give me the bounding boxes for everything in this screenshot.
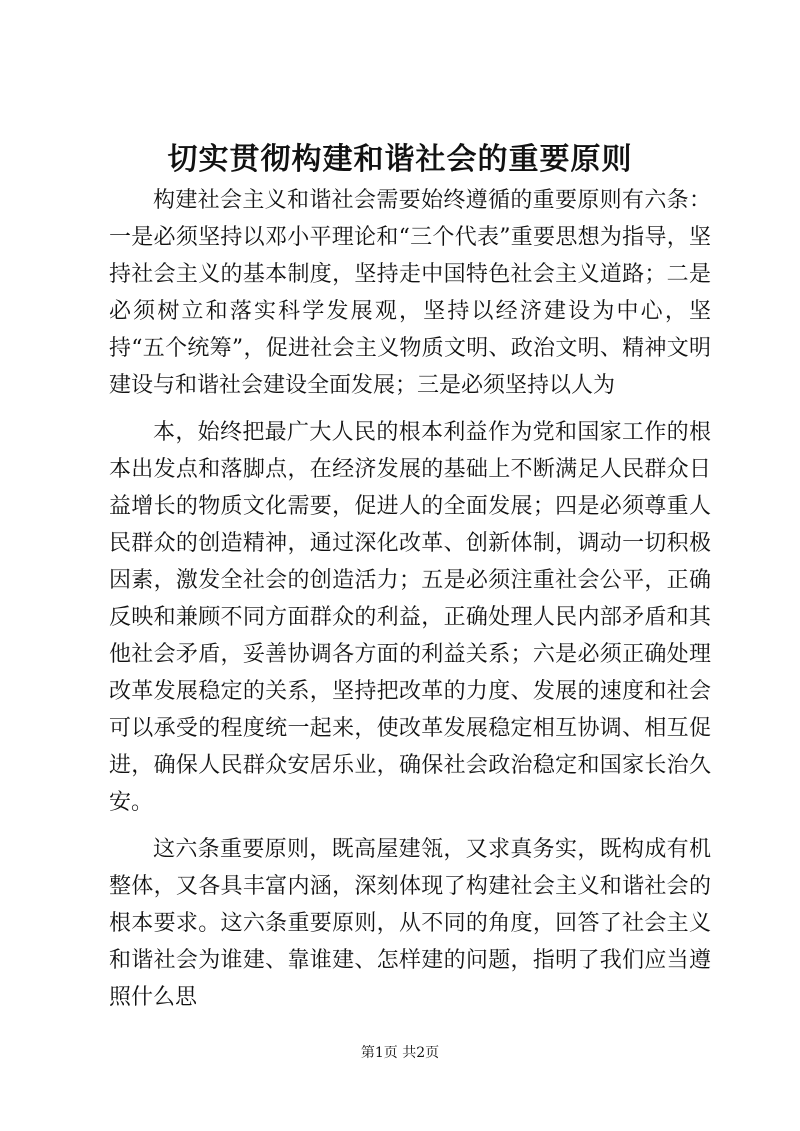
document-body bbox=[109, 182, 711, 1016]
paragraph-2: 本，始终把最广大人民的根本利益作为党和国家工作的根本出发点和落脚点，在经济发展的基础上不断满足人民群众日益增长的物质文化需要，促进人的全面发展；四是必须尊重人民群众的创造精神，通过深化改革、创新体制，调动一切积极因素，激发全社会的创造活力；五是必须注重社会公平，正确反映和兼顾不同方面群众的利益，正确处理人民内部矛盾和其他社会矛盾，妥善协调各方面的利益关系；六是必须正确处理改革发展稳定的关系，坚持把改革的力度、发展的速度和社会可以承受的程度统一起来，使改革发展稳定相互协调、相互促进，确保人民群众安居乐业，确保社会政治稳定和国家长治久安。 bbox=[109, 420, 711, 815]
paragraph-1: 构建社会主义和谐社会需要始终遵循的重要原则有六条：一是必须坚持以邓小平理论和“三个代表”重要思想为指导，坚持社会主义的基本制度，坚持走中国特色社会主义道路；二是必须树立和落实科学发展观，坚持以经济建设为中心，坚持“五个统筹”，促进社会主义物质文明、政治文明、精神文明建设与和谐社会建设全面发展；三是必须坚持以人为 bbox=[109, 188, 711, 398]
paragraph-3: 这六条重要原则，既高屋建瓴，又求真务实，既构成有机整体，又各具丰富内涵，深刻体现了构建社会主义和谐社会的根本要求。这六条重要原则，从不同的角度，回答了社会主义和谐社会为谁建、靠谁建、怎样建的问题，指明了我们应当遵照什么思 bbox=[109, 837, 711, 1010]
page-footer: 第1页 共2页 bbox=[360, 1045, 440, 1061]
document-title: 切实贯彻构建和谐社会的重要原则 bbox=[167, 142, 633, 177]
